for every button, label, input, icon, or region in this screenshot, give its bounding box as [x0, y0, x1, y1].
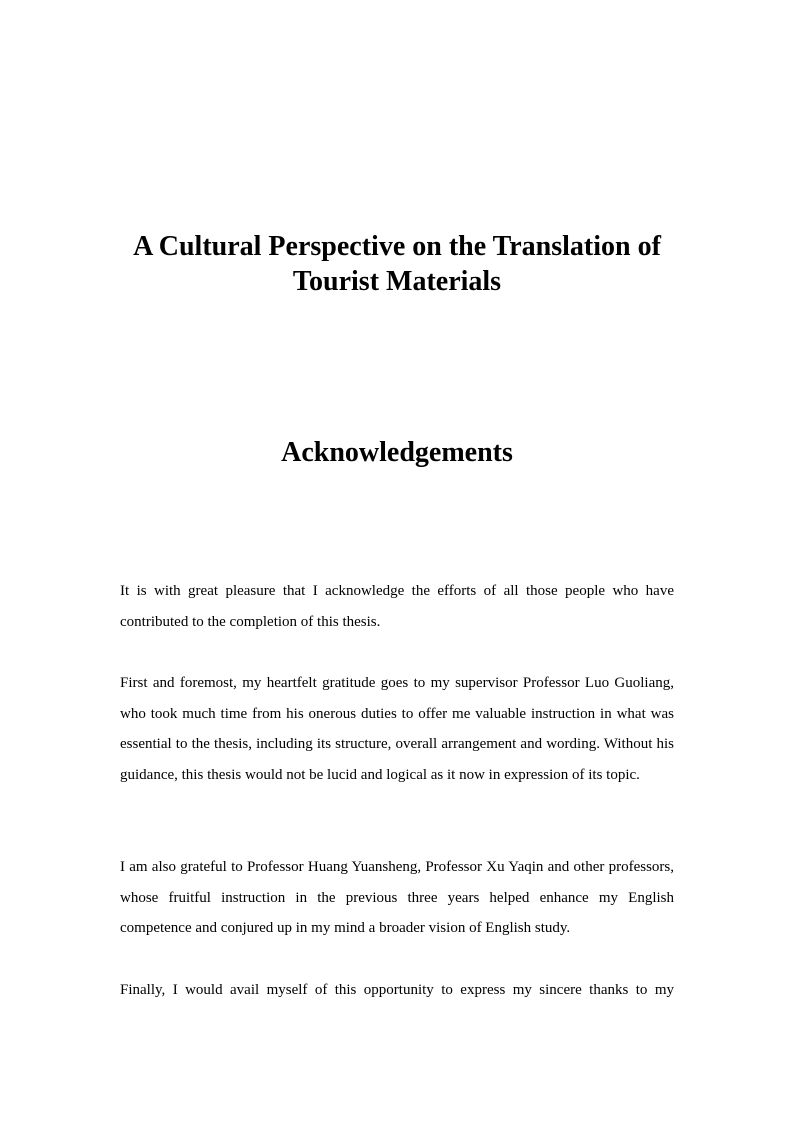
section-heading: Acknowledgements — [281, 437, 513, 468]
paragraph-4: Finally, I would avail myself of this opportunity to express my sincere thanks to my — [120, 982, 674, 998]
paragraph-2: First and foremost, my heartfelt gratitude goes to my supervisor Professor Luo Guoliang, who took much time from his onerous duties to offer me valuable instruction in what was essential to the thesis, including its structure, overall arrangement and wording. Without his guidance, this thesis would not be lucid and logical as it now in expression of its topic. — [120, 675, 674, 783]
paragraph-3: I am also grateful to Professor Huang Yuansheng, Professor Xu Yaqin and other professors, whose fruitful instruction in the previous three years helped enhance my English competence and conjured up in my mind a broader vision of English study. — [120, 859, 674, 937]
thesis-title: A Cultural Perspective on the Translation of Tourist Materials — [133, 231, 661, 297]
paragraph-1: It is with great pleasure that I acknowledge the efforts of all those people who have contributed to the completion of this thesis. — [120, 583, 674, 630]
